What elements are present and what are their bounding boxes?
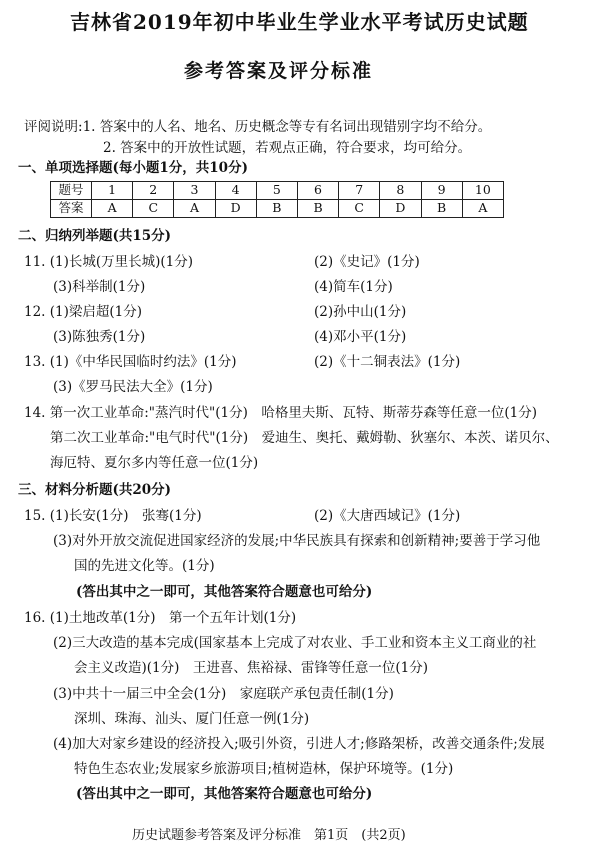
answer-14-line-3: 海厄特、夏尔多内等任意一位(1分) — [50, 455, 259, 471]
answer-15-3-line-2: 国的先进文化等。(1分) — [74, 558, 215, 574]
answer-11-3: (3)科举制(1分) — [53, 279, 146, 295]
question-number: 10 — [462, 182, 503, 200]
answer-table-number-row — [51, 182, 504, 200]
answer-13-1: 13. (1)《中华民国临时约法》(1分) — [24, 354, 237, 370]
answer-cell: A — [462, 200, 503, 218]
answer-14-line-2: 第二次工业革命:"电气时代"(1分) 爱迪生、奥托、戴姆勒、狄塞尔、本茨、诺贝尔、 — [50, 430, 559, 446]
answer-14-line-1: 14. 第一次工业革命:"蒸汽时代"(1分) 哈格里夫斯、瓦特、斯蒂芬森等任意一位(1分) — [24, 405, 537, 421]
page-title: 吉林省2019年初中毕业生学业水平考试历史试题 — [70, 10, 529, 34]
grading-note-1 — [24, 121, 491, 135]
grading-note-label: 评阅说明: — [24, 119, 83, 135]
answer-cell: B — [297, 200, 338, 218]
answer-16-4-line-2: 特色生态农业;发展家乡旅游项目;植树造林，保护环境等。(1分) — [74, 761, 454, 777]
question-number: 2 — [133, 182, 174, 200]
grading-note-item-2: 2. 答案中的开放性试题，若观点正确，符合要求，均可给分。 — [103, 140, 472, 156]
answer-12-2: (2)孙中山(1分) — [314, 304, 407, 320]
answer-table — [50, 181, 504, 218]
question-number: 6 — [297, 182, 338, 200]
answer-13-2: (2)《十二铜表法》(1分) — [314, 354, 461, 370]
answer-cell: D — [215, 200, 256, 218]
answer-16-note: (答出其中之一即可，其他答案符合题意也可给分) — [76, 786, 373, 802]
question-number: 5 — [256, 182, 297, 200]
question-number: 1 — [92, 182, 133, 200]
answer-13-3: (3)《罗马民法大全》(1分) — [53, 379, 213, 395]
table-label-answer: 答案 — [51, 200, 92, 218]
answer-cell: C — [339, 200, 380, 218]
question-number: 8 — [380, 182, 421, 200]
answer-12-1: 12. (1)梁启超(1分) — [24, 304, 143, 320]
section-1-heading: 一、单项选择题(每小题1分，共10分) — [18, 160, 248, 176]
answer-16-2-line-2: 会主义改造)(1分) 王进喜、焦裕禄、雷锋等任意一位(1分) — [74, 660, 429, 676]
answer-15-note: (答出其中之一即可，其他答案符合题意也可给分) — [76, 584, 373, 600]
answer-16-1: 16. (1)土地改革(1分) 第一个五年计划(1分) — [24, 610, 297, 626]
question-number: 4 — [215, 182, 256, 200]
answer-16-3-line-1: (3)中共十一届三中全会(1分) 家庭联产承包责任制(1分) — [53, 686, 394, 702]
section-2-heading: 二、归纳列举题(共15分) — [18, 228, 172, 244]
question-number: 7 — [339, 182, 380, 200]
answer-12-4: (4)邓小平(1分) — [314, 329, 407, 345]
answer-15-3-line-1: (3)对外开放交流促进国家经济的发展;中华民族具有探索和创新精神;要善于学习他 — [53, 533, 541, 549]
answer-11-2: (2)《史记》(1分) — [314, 254, 420, 270]
answer-table-answer-row — [51, 200, 504, 218]
answer-cell: C — [133, 200, 174, 218]
table-label-question: 题号 — [51, 182, 92, 200]
answer-16-3-line-2: 深圳、珠海、汕头、厦门任意一例(1分) — [74, 711, 310, 727]
answer-cell: B — [421, 200, 462, 218]
answer-11-1: 11. (1)长城(万里长城)(1分) — [24, 254, 194, 270]
answer-16-2-line-1: (2)三大改造的基本完成(国家基本上完成了对农业、手工业和资本主义工商业的社 — [53, 635, 537, 651]
answer-15-1: 15. (1)长安(1分) 张骞(1分) — [24, 508, 202, 524]
section-3-heading: 三、材料分析题(共20分) — [18, 482, 172, 498]
page-subtitle: 参考答案及评分标准 — [184, 60, 374, 82]
answer-cell: A — [92, 200, 133, 218]
answer-cell: B — [256, 200, 297, 218]
answer-cell: A — [174, 200, 215, 218]
answer-12-3: (3)陈独秀(1分) — [53, 329, 146, 345]
grading-note-item-1: 1. 答案中的人名、地名、历史概念等专有名词出现错别字均不给分。 — [82, 119, 492, 135]
question-number: 9 — [421, 182, 462, 200]
answer-11-4: (4)简车(1分) — [314, 279, 393, 295]
answer-cell: D — [380, 200, 421, 218]
question-number: 3 — [174, 182, 215, 200]
answer-16-4-line-1: (4)加大对家乡建设的经济投入;吸引外资，引进人才;修路架桥，改善交通条件;发展 — [53, 736, 545, 752]
answer-15-2: (2)《大唐西域记》(1分) — [314, 508, 461, 524]
page-footer: 历史试题参考答案及评分标准 第1页 (共2页) — [132, 828, 406, 843]
